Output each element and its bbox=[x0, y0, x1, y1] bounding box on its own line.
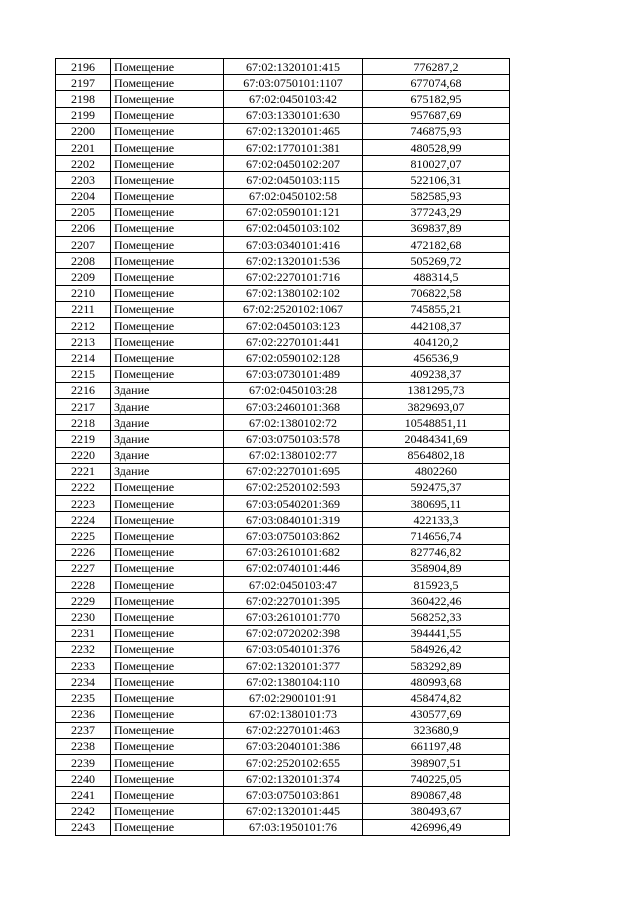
cadastral-number-cell: 67:03:2610101:770 bbox=[224, 609, 363, 625]
row-number-cell: 2241 bbox=[56, 787, 111, 803]
table-row bbox=[56, 819, 510, 835]
table-row bbox=[56, 690, 510, 706]
object-type-cell: Помещение bbox=[111, 560, 224, 576]
row-number-cell: 2197 bbox=[56, 75, 111, 91]
table-row bbox=[56, 75, 510, 91]
row-number-cell: 2212 bbox=[56, 318, 111, 334]
cadastral-number-cell: 67:03:0840101:319 bbox=[224, 512, 363, 528]
cadastral-value-cell: 661197,48 bbox=[363, 738, 510, 754]
cadastral-value-cell: 675182,95 bbox=[363, 91, 510, 107]
table-row bbox=[56, 188, 510, 204]
row-number-cell: 2233 bbox=[56, 657, 111, 673]
cadastral-value-cell: 456536,9 bbox=[363, 350, 510, 366]
registry-table-container bbox=[55, 58, 506, 836]
cadastral-value-cell: 583292,89 bbox=[363, 657, 510, 673]
cadastral-value-cell: 20484341,69 bbox=[363, 431, 510, 447]
row-number-cell: 2240 bbox=[56, 771, 111, 787]
row-number-cell: 2201 bbox=[56, 139, 111, 155]
cadastral-value-cell: 714656,74 bbox=[363, 528, 510, 544]
cadastral-value-cell: 1381295,73 bbox=[363, 382, 510, 398]
object-type-cell: Помещение bbox=[111, 285, 224, 301]
row-number-cell: 2203 bbox=[56, 172, 111, 188]
table-row bbox=[56, 107, 510, 123]
table-row bbox=[56, 123, 510, 139]
cadastral-number-cell: 67:02:1320101:374 bbox=[224, 771, 363, 787]
table-row bbox=[56, 59, 510, 75]
cadastral-value-cell: 584926,42 bbox=[363, 641, 510, 657]
table-row bbox=[56, 91, 510, 107]
row-number-cell: 2217 bbox=[56, 398, 111, 414]
cadastral-value-cell: 488314,5 bbox=[363, 269, 510, 285]
object-type-cell: Помещение bbox=[111, 366, 224, 382]
table-row bbox=[56, 528, 510, 544]
object-type-cell: Здание bbox=[111, 463, 224, 479]
cadastral-value-cell: 505269,72 bbox=[363, 253, 510, 269]
cadastral-value-cell: 377243,29 bbox=[363, 204, 510, 220]
row-number-cell: 2228 bbox=[56, 577, 111, 593]
cadastral-value-cell: 4802260 bbox=[363, 463, 510, 479]
cadastral-number-cell: 67:03:1330101:630 bbox=[224, 107, 363, 123]
cadastral-value-cell: 323680,9 bbox=[363, 722, 510, 738]
table-row bbox=[56, 722, 510, 738]
cadastral-number-cell: 67:02:0450103:115 bbox=[224, 172, 363, 188]
cadastral-number-cell: 67:03:1950101:76 bbox=[224, 819, 363, 835]
object-type-cell: Помещение bbox=[111, 512, 224, 528]
table-row bbox=[56, 431, 510, 447]
cadastral-value-cell: 458474,82 bbox=[363, 690, 510, 706]
cadastral-value-cell: 380695,11 bbox=[363, 496, 510, 512]
object-type-cell: Помещение bbox=[111, 204, 224, 220]
row-number-cell: 2243 bbox=[56, 819, 111, 835]
row-number-cell: 2214 bbox=[56, 350, 111, 366]
cadastral-number-cell: 67:03:2610101:682 bbox=[224, 544, 363, 560]
row-number-cell: 2211 bbox=[56, 301, 111, 317]
object-type-cell: Помещение bbox=[111, 188, 224, 204]
table-row bbox=[56, 269, 510, 285]
table-row bbox=[56, 560, 510, 576]
object-type-cell: Помещение bbox=[111, 528, 224, 544]
table-row bbox=[56, 625, 510, 641]
object-type-cell: Помещение bbox=[111, 479, 224, 495]
cadastral-value-cell: 522106,31 bbox=[363, 172, 510, 188]
cadastral-number-cell: 67:02:1380102:77 bbox=[224, 447, 363, 463]
row-number-cell: 2231 bbox=[56, 625, 111, 641]
cadastral-value-cell: 472182,68 bbox=[363, 237, 510, 253]
row-number-cell: 2232 bbox=[56, 641, 111, 657]
object-type-cell: Помещение bbox=[111, 123, 224, 139]
row-number-cell: 2239 bbox=[56, 755, 111, 771]
row-number-cell: 2200 bbox=[56, 123, 111, 139]
object-type-cell: Помещение bbox=[111, 787, 224, 803]
cadastral-number-cell: 67:03:0750103:862 bbox=[224, 528, 363, 544]
registry-table-body bbox=[56, 59, 510, 836]
object-type-cell: Помещение bbox=[111, 318, 224, 334]
cadastral-value-cell: 3829693,07 bbox=[363, 398, 510, 414]
table-row bbox=[56, 512, 510, 528]
object-type-cell: Помещение bbox=[111, 91, 224, 107]
cadastral-number-cell: 67:02:1320101:377 bbox=[224, 657, 363, 673]
table-row bbox=[56, 787, 510, 803]
cadastral-value-cell: 745855,21 bbox=[363, 301, 510, 317]
table-row bbox=[56, 366, 510, 382]
table-row bbox=[56, 156, 510, 172]
row-number-cell: 2226 bbox=[56, 544, 111, 560]
table-row bbox=[56, 771, 510, 787]
cadastral-number-cell: 67:03:0540101:376 bbox=[224, 641, 363, 657]
cadastral-number-cell: 67:03:0750103:578 bbox=[224, 431, 363, 447]
object-type-cell: Помещение bbox=[111, 156, 224, 172]
row-number-cell: 2199 bbox=[56, 107, 111, 123]
object-type-cell: Помещение bbox=[111, 706, 224, 722]
cadastral-number-cell: 67:02:0450103:123 bbox=[224, 318, 363, 334]
cadastral-value-cell: 404120,2 bbox=[363, 334, 510, 350]
row-number-cell: 2236 bbox=[56, 706, 111, 722]
cadastral-number-cell: 67:03:2460101:368 bbox=[224, 398, 363, 414]
table-row bbox=[56, 318, 510, 334]
table-row bbox=[56, 139, 510, 155]
cadastral-value-cell: 422133,3 bbox=[363, 512, 510, 528]
table-row bbox=[56, 350, 510, 366]
object-type-cell: Помещение bbox=[111, 722, 224, 738]
cadastral-value-cell: 369837,89 bbox=[363, 220, 510, 236]
object-type-cell: Помещение bbox=[111, 334, 224, 350]
object-type-cell: Помещение bbox=[111, 496, 224, 512]
table-row bbox=[56, 609, 510, 625]
row-number-cell: 2216 bbox=[56, 382, 111, 398]
row-number-cell: 2219 bbox=[56, 431, 111, 447]
cadastral-value-cell: 592475,37 bbox=[363, 479, 510, 495]
object-type-cell: Помещение bbox=[111, 755, 224, 771]
cadastral-number-cell: 67:02:2520102:1067 bbox=[224, 301, 363, 317]
table-row bbox=[56, 738, 510, 754]
row-number-cell: 2205 bbox=[56, 204, 111, 220]
row-number-cell: 2220 bbox=[56, 447, 111, 463]
cadastral-number-cell: 67:02:1380102:72 bbox=[224, 415, 363, 431]
cadastral-value-cell: 380493,67 bbox=[363, 803, 510, 819]
row-number-cell: 2229 bbox=[56, 593, 111, 609]
row-number-cell: 2210 bbox=[56, 285, 111, 301]
object-type-cell: Здание bbox=[111, 415, 224, 431]
row-number-cell: 2202 bbox=[56, 156, 111, 172]
cadastral-value-cell: 480528,99 bbox=[363, 139, 510, 155]
object-type-cell: Здание bbox=[111, 447, 224, 463]
cadastral-value-cell: 409238,37 bbox=[363, 366, 510, 382]
cadastral-value-cell: 430577,69 bbox=[363, 706, 510, 722]
table-row bbox=[56, 382, 510, 398]
cadastral-value-cell: 358904,89 bbox=[363, 560, 510, 576]
row-number-cell: 2227 bbox=[56, 560, 111, 576]
table-row bbox=[56, 398, 510, 414]
row-number-cell: 2207 bbox=[56, 237, 111, 253]
cadastral-number-cell: 67:02:2270101:463 bbox=[224, 722, 363, 738]
cadastral-value-cell: 394441,55 bbox=[363, 625, 510, 641]
object-type-cell: Помещение bbox=[111, 269, 224, 285]
table-row bbox=[56, 706, 510, 722]
row-number-cell: 2222 bbox=[56, 479, 111, 495]
cadastral-number-cell: 67:02:2270101:441 bbox=[224, 334, 363, 350]
object-type-cell: Помещение bbox=[111, 674, 224, 690]
cadastral-value-cell: 360422,46 bbox=[363, 593, 510, 609]
cadastral-number-cell: 67:02:1380101:73 bbox=[224, 706, 363, 722]
cadastral-number-cell: 67:02:0450103:42 bbox=[224, 91, 363, 107]
cadastral-number-cell: 67:02:2900101:91 bbox=[224, 690, 363, 706]
cadastral-number-cell: 67:03:0750103:861 bbox=[224, 787, 363, 803]
cadastral-number-cell: 67:02:1320101:445 bbox=[224, 803, 363, 819]
object-type-cell: Здание bbox=[111, 398, 224, 414]
table-row bbox=[56, 544, 510, 560]
cadastral-number-cell: 67:03:2040101:386 bbox=[224, 738, 363, 754]
object-type-cell: Помещение bbox=[111, 690, 224, 706]
cadastral-value-cell: 706822,58 bbox=[363, 285, 510, 301]
table-row bbox=[56, 577, 510, 593]
object-type-cell: Помещение bbox=[111, 544, 224, 560]
table-row bbox=[56, 301, 510, 317]
registry-table bbox=[55, 58, 510, 836]
cadastral-number-cell: 67:02:2520102:593 bbox=[224, 479, 363, 495]
cadastral-value-cell: 398907,51 bbox=[363, 755, 510, 771]
cadastral-number-cell: 67:02:2270101:395 bbox=[224, 593, 363, 609]
object-type-cell: Помещение bbox=[111, 237, 224, 253]
cadastral-number-cell: 67:03:0750101:1107 bbox=[224, 75, 363, 91]
cadastral-value-cell: 568252,33 bbox=[363, 609, 510, 625]
cadastral-value-cell: 815923,5 bbox=[363, 577, 510, 593]
object-type-cell: Помещение bbox=[111, 657, 224, 673]
cadastral-value-cell: 480993,68 bbox=[363, 674, 510, 690]
table-row bbox=[56, 415, 510, 431]
cadastral-number-cell: 67:02:0740101:446 bbox=[224, 560, 363, 576]
table-row bbox=[56, 220, 510, 236]
cadastral-number-cell: 67:02:0450103:47 bbox=[224, 577, 363, 593]
cadastral-value-cell: 8564802,18 bbox=[363, 447, 510, 463]
cadastral-number-cell: 67:02:1320101:465 bbox=[224, 123, 363, 139]
cadastral-number-cell: 67:02:1770101:381 bbox=[224, 139, 363, 155]
object-type-cell: Помещение bbox=[111, 641, 224, 657]
object-type-cell: Помещение bbox=[111, 803, 224, 819]
cadastral-value-cell: 827746,82 bbox=[363, 544, 510, 560]
cadastral-value-cell: 957687,69 bbox=[363, 107, 510, 123]
cadastral-value-cell: 776287,2 bbox=[363, 59, 510, 75]
object-type-cell: Помещение bbox=[111, 301, 224, 317]
table-row bbox=[56, 803, 510, 819]
object-type-cell: Помещение bbox=[111, 771, 224, 787]
table-row bbox=[56, 674, 510, 690]
cadastral-number-cell: 67:02:2270101:716 bbox=[224, 269, 363, 285]
object-type-cell: Помещение bbox=[111, 738, 224, 754]
table-row bbox=[56, 463, 510, 479]
row-number-cell: 2209 bbox=[56, 269, 111, 285]
table-row bbox=[56, 334, 510, 350]
cadastral-number-cell: 67:02:0720202:398 bbox=[224, 625, 363, 641]
row-number-cell: 2223 bbox=[56, 496, 111, 512]
cadastral-number-cell: 67:02:0450102:58 bbox=[224, 188, 363, 204]
cadastral-number-cell: 67:02:0450103:102 bbox=[224, 220, 363, 236]
cadastral-value-cell: 426996,49 bbox=[363, 819, 510, 835]
table-row bbox=[56, 641, 510, 657]
row-number-cell: 2242 bbox=[56, 803, 111, 819]
object-type-cell: Помещение bbox=[111, 220, 224, 236]
cadastral-value-cell: 442108,37 bbox=[363, 318, 510, 334]
cadastral-number-cell: 67:02:0450103:28 bbox=[224, 382, 363, 398]
row-number-cell: 2238 bbox=[56, 738, 111, 754]
object-type-cell: Здание bbox=[111, 431, 224, 447]
row-number-cell: 2213 bbox=[56, 334, 111, 350]
object-type-cell: Помещение bbox=[111, 609, 224, 625]
table-row bbox=[56, 593, 510, 609]
object-type-cell: Здание bbox=[111, 382, 224, 398]
cadastral-number-cell: 67:02:1320101:536 bbox=[224, 253, 363, 269]
cadastral-number-cell: 67:02:1380104:110 bbox=[224, 674, 363, 690]
object-type-cell: Помещение bbox=[111, 253, 224, 269]
cadastral-number-cell: 67:02:1380102:102 bbox=[224, 285, 363, 301]
table-row bbox=[56, 447, 510, 463]
table-row bbox=[56, 479, 510, 495]
object-type-cell: Помещение bbox=[111, 172, 224, 188]
cadastral-number-cell: 67:02:0590101:121 bbox=[224, 204, 363, 220]
table-row bbox=[56, 204, 510, 220]
cadastral-number-cell: 67:03:0340101:416 bbox=[224, 237, 363, 253]
row-number-cell: 2196 bbox=[56, 59, 111, 75]
row-number-cell: 2235 bbox=[56, 690, 111, 706]
row-number-cell: 2225 bbox=[56, 528, 111, 544]
object-type-cell: Помещение bbox=[111, 107, 224, 123]
row-number-cell: 2234 bbox=[56, 674, 111, 690]
cadastral-value-cell: 677074,68 bbox=[363, 75, 510, 91]
object-type-cell: Помещение bbox=[111, 593, 224, 609]
cadastral-number-cell: 67:02:2520102:655 bbox=[224, 755, 363, 771]
table-row bbox=[56, 237, 510, 253]
object-type-cell: Помещение bbox=[111, 350, 224, 366]
cadastral-value-cell: 810027,07 bbox=[363, 156, 510, 172]
cadastral-value-cell: 10548851,11 bbox=[363, 415, 510, 431]
row-number-cell: 2230 bbox=[56, 609, 111, 625]
object-type-cell: Помещение bbox=[111, 139, 224, 155]
row-number-cell: 2224 bbox=[56, 512, 111, 528]
cadastral-value-cell: 890867,48 bbox=[363, 787, 510, 803]
row-number-cell: 2204 bbox=[56, 188, 111, 204]
cadastral-number-cell: 67:03:0540201:369 bbox=[224, 496, 363, 512]
cadastral-value-cell: 740225,05 bbox=[363, 771, 510, 787]
object-type-cell: Помещение bbox=[111, 577, 224, 593]
table-row bbox=[56, 755, 510, 771]
object-type-cell: Помещение bbox=[111, 75, 224, 91]
cadastral-value-cell: 582585,93 bbox=[363, 188, 510, 204]
row-number-cell: 2218 bbox=[56, 415, 111, 431]
table-row bbox=[56, 285, 510, 301]
object-type-cell: Помещение bbox=[111, 59, 224, 75]
object-type-cell: Помещение bbox=[111, 625, 224, 641]
cadastral-number-cell: 67:02:2270101:695 bbox=[224, 463, 363, 479]
cadastral-number-cell: 67:02:1320101:415 bbox=[224, 59, 363, 75]
row-number-cell: 2221 bbox=[56, 463, 111, 479]
row-number-cell: 2237 bbox=[56, 722, 111, 738]
row-number-cell: 2198 bbox=[56, 91, 111, 107]
row-number-cell: 2206 bbox=[56, 220, 111, 236]
cadastral-number-cell: 67:02:0450102:207 bbox=[224, 156, 363, 172]
row-number-cell: 2208 bbox=[56, 253, 111, 269]
cadastral-value-cell: 746875,93 bbox=[363, 123, 510, 139]
table-row bbox=[56, 496, 510, 512]
cadastral-number-cell: 67:03:0730101:489 bbox=[224, 366, 363, 382]
cadastral-number-cell: 67:02:0590102:128 bbox=[224, 350, 363, 366]
table-row bbox=[56, 253, 510, 269]
table-row bbox=[56, 657, 510, 673]
table-row bbox=[56, 172, 510, 188]
row-number-cell: 2215 bbox=[56, 366, 111, 382]
object-type-cell: Помещение bbox=[111, 819, 224, 835]
